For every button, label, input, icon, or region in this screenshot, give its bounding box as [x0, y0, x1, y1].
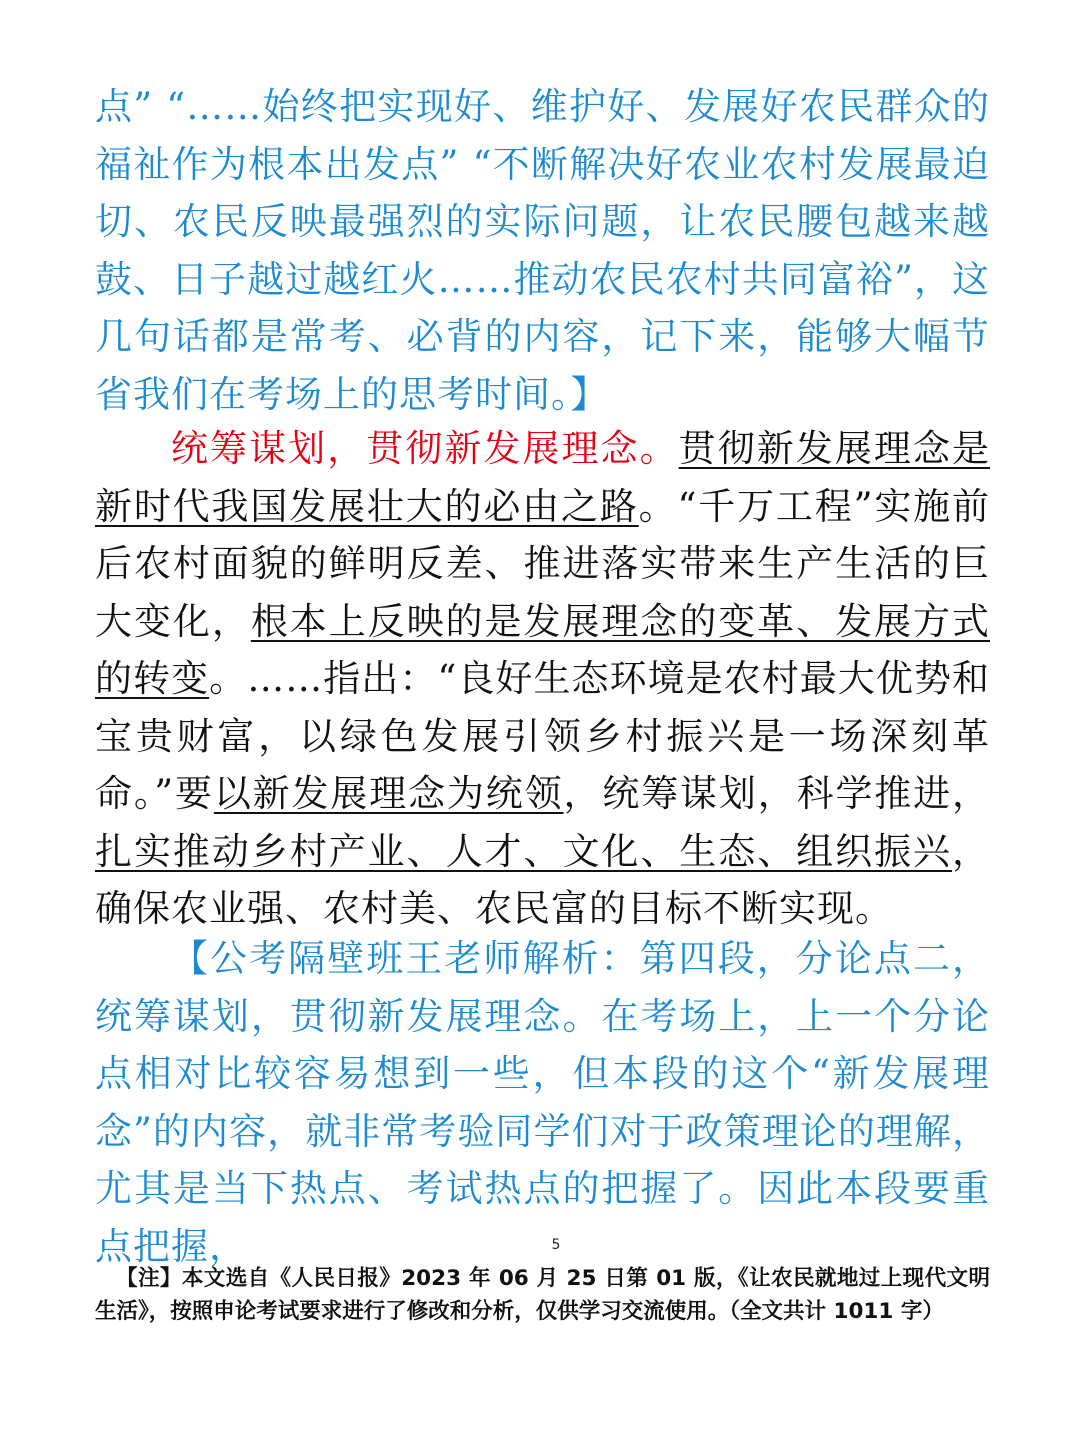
body-text: 。……指出：“良好生态环境是农村最大优势和宝贵财富，以绿色发展引领乡村振兴是一场深刻革命。”要	[95, 657, 991, 815]
underlined-sentence: 贯彻新发展理念是新时代我国发展壮大的必由之路	[95, 427, 991, 528]
footnote-text: 【注】本文选自《人民日报》2023 年 06 月 25 日第 01 版，《让农民就地过上现代文明生活》，按照申论考试要求进行了修改和分析，仅供学习交流使用。（全文共计 1011 字）	[95, 1266, 990, 1324]
page-number: 5	[551, 1237, 561, 1253]
analysis-text: 【公考隔壁班王老师解析：第四段，分论点二，统筹谋划，贯彻新发展理念。在考场上，上一个分论点相对比较容易想到一些，但本段的这个“新发展理念”的内容，就非常考验同学们对于政策理论的理解，尤其是当下热点、考试热点的把握了。因此本段要重点把握，	[95, 937, 990, 1268]
body-text: ，确保农业强、农村美、农民富的目标不断实现。	[95, 829, 990, 930]
section-heading: 统筹谋划，贯彻新发展理念。	[171, 427, 679, 470]
body-text: ，统筹谋划，科学推进，	[563, 772, 991, 815]
underlined-sentence: 扎实推动乡村产业、人才、文化、生态、组织振兴	[95, 829, 952, 873]
underlined-sentence: 以新发展理念为统领	[213, 772, 564, 815]
footnote	[95, 1262, 990, 1328]
article-paragraph	[95, 420, 990, 938]
analysis-text: 点” “……始终把实现好、维护好、发展好农民群众的福祉作为根本出发点” “不断解决好农业农村发展最迫切、农民反映最强烈的实际问题，让农民腰包越来越鼓、日子越过越红火……推动农民农村共同富裕”，这几句话都是常考、必背的内容，记下来，能够大幅节省我们在考场上的思考时间。】	[95, 85, 990, 416]
analysis-paragraph-continued	[95, 78, 990, 423]
body-text: 。“千万工程”实施前后农村面貌的鲜明反差、推进落实带来生产生活的巨大变化，	[95, 484, 990, 643]
analysis-paragraph	[95, 930, 990, 1275]
underlined-sentence: 根本上反映的是发展理念的变革、发展方式的转变	[95, 599, 991, 700]
